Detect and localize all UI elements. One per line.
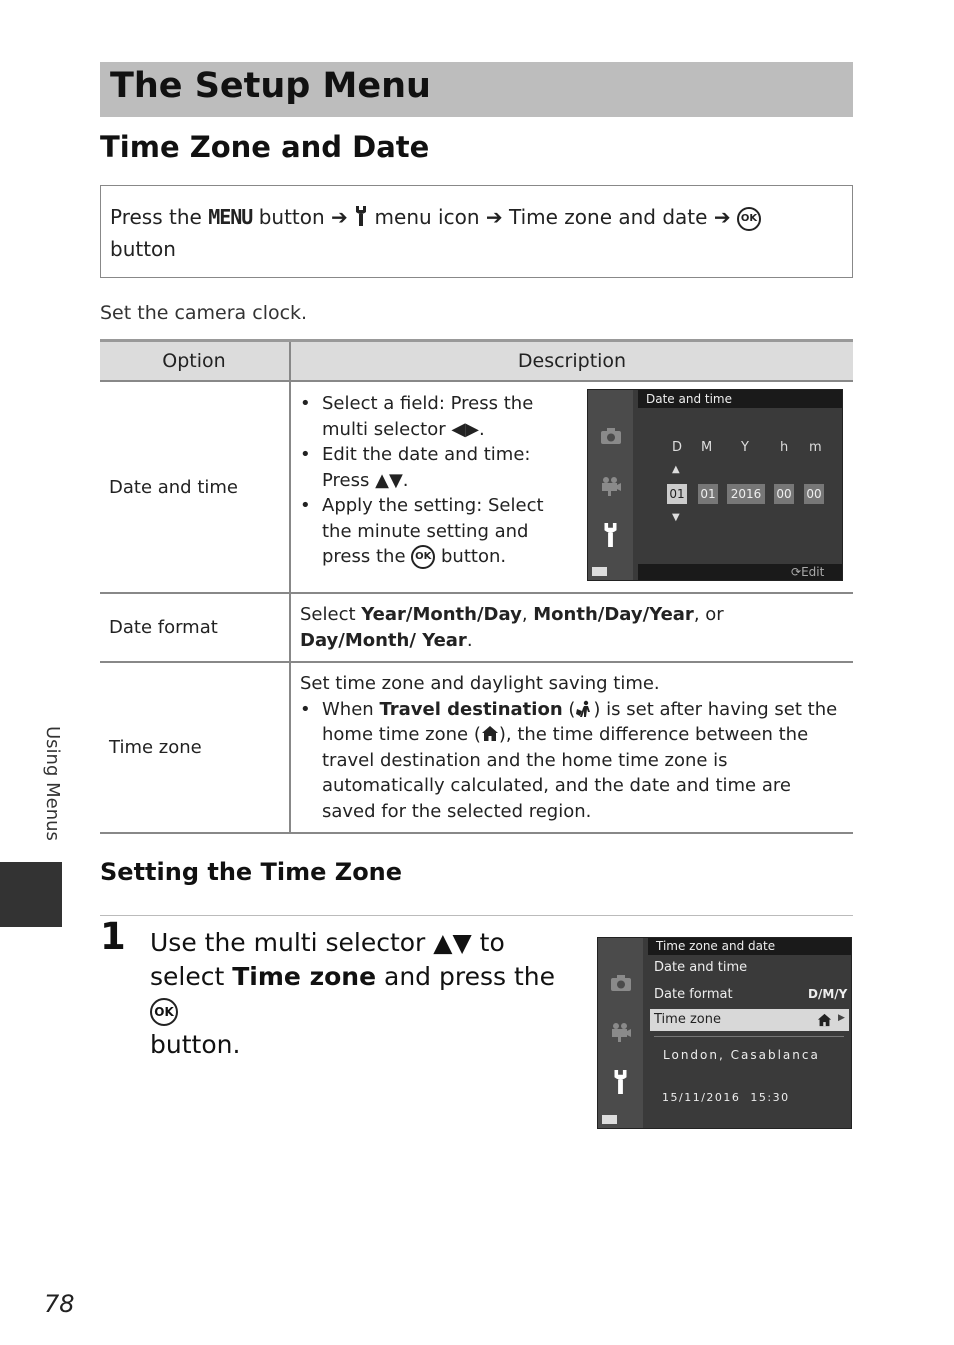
chapter-title: The Setup Menu — [110, 66, 431, 106]
home-icon — [817, 1013, 832, 1027]
option-date-format: Date format — [100, 593, 290, 662]
table-row: Time zone Set time zone and daylight saving time. • When Travel destination ( ) is set after having set the home time zone ( ), the time difference between the travel destination and the home time zone is automatically calculated, and the date and time are saved for the selected region. — [100, 662, 853, 833]
side-section-label: Using Menus — [42, 726, 63, 841]
field-h: h — [780, 440, 789, 455]
movie-icon — [610, 1022, 632, 1042]
table-header-description: Description — [290, 341, 853, 382]
edit-hint: ⟳Edit — [791, 565, 825, 579]
current-datetime: 15/11/2016 15:30 — [662, 1091, 790, 1104]
subsection-title: Setting the Time Zone — [100, 858, 403, 886]
menu-item-date-format: Date format — [654, 987, 733, 1002]
field-d: D — [672, 440, 683, 455]
date-format-value: D/M/Y — [808, 987, 848, 1001]
camera-icon — [610, 974, 632, 992]
ok-button-icon: OK — [411, 545, 435, 569]
section-title: Time Zone and Date — [100, 130, 430, 164]
down-arrow-icon: ▼ — [672, 512, 680, 523]
intro-text: Set the camera clock. — [100, 302, 308, 324]
camera-screen-time-zone-and-date — [597, 937, 852, 1129]
minute-value: 00 — [804, 484, 824, 504]
day-value: 01 — [667, 484, 687, 504]
ok-button-icon: OK — [737, 207, 761, 231]
movie-icon — [600, 476, 622, 496]
menu-path-box — [100, 185, 853, 278]
year-value: 2016 — [727, 484, 765, 504]
menu-item-time-zone: Time zone — [654, 1012, 721, 1027]
battery-icon — [602, 1115, 617, 1124]
camera-icon — [600, 427, 622, 445]
table-row: Date and time • Select a field: Press the multi selector ◀▶. • Edit the date and time: Press ▲▼. • Apply the setting: Select the minute setting and press the OK button. — [100, 381, 853, 593]
wrench-icon — [612, 1070, 629, 1094]
field-min: m — [809, 440, 822, 455]
home-city: London, Casablanca — [663, 1048, 820, 1062]
field-m: M — [701, 440, 713, 455]
month-value: 01 — [698, 484, 718, 504]
home-icon — [481, 725, 499, 742]
screen-title: Time zone and date — [648, 938, 851, 955]
table-header-option: Option — [100, 341, 290, 382]
step-text: Use the multi selector ▲▼ to select Time zone and press the OK button. — [150, 928, 555, 1059]
chevron-right-icon: ▶ — [838, 1013, 845, 1023]
field-y: Y — [741, 440, 749, 455]
option-date-and-time: Date and time — [100, 381, 290, 593]
chapter-title-bar — [100, 62, 853, 117]
wrench-icon — [354, 206, 368, 226]
screen-title: Date and time — [638, 390, 842, 408]
menu-button-glyph: MENU — [208, 205, 253, 229]
option-time-zone: Time zone — [100, 662, 290, 833]
ok-button-icon: OK — [150, 998, 178, 1026]
step-number: 1 — [100, 915, 126, 958]
battery-icon — [592, 567, 607, 576]
page-number: 78 — [44, 1290, 75, 1318]
menu-item-time-zone-selected — [650, 1009, 849, 1031]
camera-screen-date-and-time — [587, 389, 843, 581]
arrow-icon: ➔ — [713, 205, 731, 229]
arrow-icon: ➔ — [331, 205, 348, 229]
travel-destination-icon — [575, 700, 593, 718]
up-arrow-icon: ▲ — [672, 464, 680, 475]
menu-item-date-and-time: Date and time — [654, 960, 748, 975]
wrench-icon — [602, 523, 619, 547]
table-row: Date format Select Year/Month/Day, Month/Day/Year, or Day/Month/ Year. — [100, 593, 853, 662]
side-tab-marker — [0, 862, 62, 927]
menu-path-text: Press the MENU button ➔ menu icon ➔ Time zone and date ➔ OK button — [110, 201, 845, 265]
divider — [100, 915, 853, 916]
arrow-icon: ➔ — [485, 205, 503, 229]
screen-divider — [654, 1036, 844, 1037]
hour-value: 00 — [774, 484, 794, 504]
